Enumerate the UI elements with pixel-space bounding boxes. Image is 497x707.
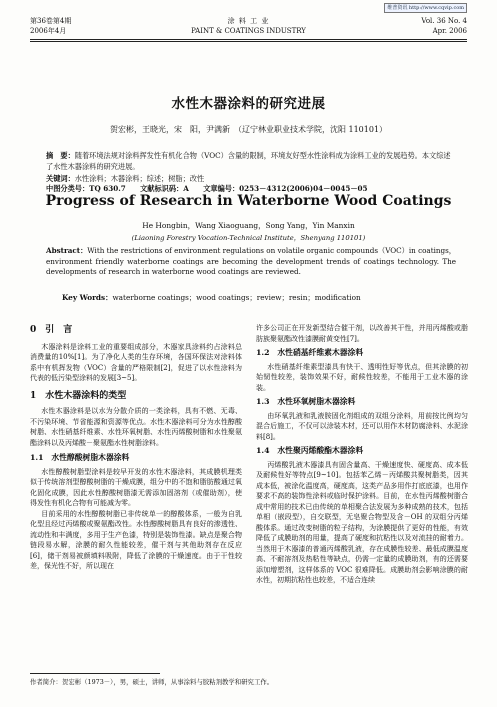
- journal-date-en: Apr. 2006: [432, 27, 467, 35]
- section-1-2-paragraph: 水性硝基纤维素型漆具有快干、透明性好等优点，但其涂膜的初始韧性较差，装饰效果不好，耐候性较差，不能用于工业木器的涂装。: [256, 362, 468, 392]
- author-footnote: 作者简介：贺宏彬（1973－），男，硕士，讲师，从事涂料与胶粘剂教学和研究工作。: [30, 678, 274, 686]
- abstract-en-text: With the restrictions of environment regulations on volatile organic compounds（VOC）in coatings，environment friendly waterborne coatings are becoming the development trends of coatings technology. The developments of research in waterborne wood coatings are reviewed.: [46, 246, 456, 276]
- section-1-heading: 1 水性木器涂料的类型: [30, 390, 127, 401]
- abstract-cn-label: 摘 要：: [46, 151, 75, 160]
- keywords-cn: [46, 174, 456, 185]
- section-1-3-heading: 1.3 水性环氧树脂木器涂料: [256, 397, 356, 406]
- continued-paragraph: 许多公司正在开发新型结合催干剂，以改善其干性，并用丙烯酸或脂肪族聚氨酯改性漆膜耐黄变性[7]。: [256, 324, 468, 343]
- keywords-cn-text: 水性涂料；木器涂料；综述；树脂；改性: [74, 174, 205, 183]
- article-title-en: Progress of Research in Waterborne Wood Coatings: [45, 193, 452, 209]
- abstract-en: [46, 246, 456, 278]
- section-1-4-paragraph: 丙烯酸乳液木器漆具有固含量高、干燥速度快、硬度高、成本低及耐候性好等特点[9~10]。包括苯乙烯－丙烯酸共聚树脂类，因其成本低，被涂化温度高，硬度高，这类产品多用作打底底漆，也用作要求不高的装饰性涂料或临时保护涂料。目前，在水性丙烯酸树脂合成中常用的技术已由传统的单相聚合法发展为多种成熟的技术，包括单相（嵌段型），自交联型，无皂聚合物型及含－OH 的双组分丙烯酸体系。通过改变树脂的粒子结构，为涂膜提供了更好的性能，有效降低了成膜助剂的用量，提高了硬度和抗粘性以及对流挂的耐着力。当然用于木器漆的普通丙烯酸乳液，存在成膜性较差、最低成膜温度高、不耐溶剂及热粘性等缺点，仍需一定量的成膜助剂，有的还需要添加增塑剂，这样体系的 VOC 很难降低。成膜助剂会影响涂膜的耐水性，初期抗粘性也较差，不适合连续: [256, 460, 468, 584]
- section-1-1-paragraph-2: 目前采用的水性醇酸树脂已非传统单一的醇酸体系，一般为自乳化型且经过丙烯酸或聚氨酯改性。水性醇酸树脂具有良好的渗透性、流动性和丰满度，多用于生产色漆，特别是装饰性漆。缺点是聚合物链段易水解，涂膜的耐久性能较差，催干剂与其他助剂存在反应[6]，储干剂易被颜填料吸附，降低了涂膜的干燥速度。由于干性较差，保光性不好，所以现在: [30, 509, 242, 570]
- section-1-1-heading: 1.1 水性醇酸树脂木器涂料: [30, 453, 130, 462]
- authors-cn: 贺宏彬，王晓光，宋 阳，尹满新 （辽宁林业职业技术学院，沈阳 110101）: [109, 125, 388, 134]
- journal-volume: 第36卷第4期: [30, 17, 72, 25]
- journal-name-en: PAINT & COATINGS INDUSTRY: [191, 27, 306, 35]
- journal-date: 2006年4月: [30, 27, 67, 35]
- keywords-en-label: Key Words：: [62, 293, 113, 302]
- abstract-cn-text: 随着环境法规对涂料挥发性有机化合物（VOC）含量的限制，环境友好型水性涂料成为涂料工业的发展趋势。本文综述了水性木器涂料的研究进展。: [46, 151, 451, 171]
- section-1-paragraph: 水性木器涂料是以水为分散介质的一类涂料，具有不燃、无毒、不污染环境、节省能源和资源等优点。水性木器涂料可分为水性醇酸树脂、水性硝基纤维素、水性环氧树脂、水性丙烯酸树脂和水性聚氨酯涂料以及丙烯酸－聚氨酯水性树脂涂料。: [30, 407, 242, 447]
- abstract-en-label: Abstract：: [46, 246, 88, 255]
- section-1-4-heading: 1.4 水性聚丙烯酸酯木器涂料: [256, 446, 364, 455]
- keywords-en-text: waterborne coatings；wood coatings；review；resin；modification: [112, 293, 361, 302]
- keywords-cn-label: 关键词：: [46, 174, 75, 183]
- abstract-cn: [46, 151, 456, 172]
- body-right-column: [256, 323, 468, 586]
- section-1-3-paragraph: 由环氧乳液和乳液胺固化剂组成的双组分涂料，用前按比例均匀混合后施工，不仅可以涂装木材，还可以用作木材防腐涂料、水泥涂料[8]。: [256, 411, 468, 441]
- header-rule-2: [30, 41, 467, 42]
- section-1-2-heading: 1.2 水性硝基纤维素木器涂料: [256, 348, 364, 357]
- section-1-1-paragraph-1: 水性醇酸树脂型涂料是较早开发的水性木器涂料，其成膜机理类似于传统溶剂型醇酸树脂的干燥成膜，组分中的不饱和脂肪酸通过氧化固化成膜，因此水性醇酸树脂漆无需添加固溶剂（或催助剂），使得发性有机化合物有可能减为零。: [30, 467, 242, 507]
- section-0-heading: 0 引 言: [30, 325, 73, 335]
- footnote-rule: [30, 673, 160, 674]
- journal-name-cn: 涂 料 工 业: [227, 17, 270, 25]
- journal-vol-en: Vol. 36 No. 4: [421, 17, 467, 25]
- header-rule: [30, 39, 467, 40]
- article-title-cn: 水性木器涂料的研究进展: [171, 96, 326, 112]
- source-stamp[interactable]: 维普资讯 http://www.cqvip.com: [384, 3, 467, 13]
- affiliation-en: (Liaoning Forestry Vocation-Technical Institute，Shenyang 110101): [131, 234, 366, 242]
- authors-en: He Hongbin，Wang Xiaoguang，Song Yang，Yin Manxin: [142, 221, 355, 230]
- keywords-en: [62, 293, 462, 303]
- body-left-column: [30, 323, 242, 572]
- section-0-paragraph: 木器涂料是涂料工业的重要组成部分，木器家具涂料约占涂料总消费量的10%[1]。为了净化人类的生存环境，各国环保法对涂料体系中有机挥发物（VOC）含量的严格限制[2]，促进了以水性涂料为代表的低污染型涂料的发展[3~5]。: [30, 342, 242, 382]
- classification-meta: 中图分类号：TQ 630.7 文献标识码：A 文章编号：0253－4312(2006)04－0045－05: [46, 184, 368, 193]
